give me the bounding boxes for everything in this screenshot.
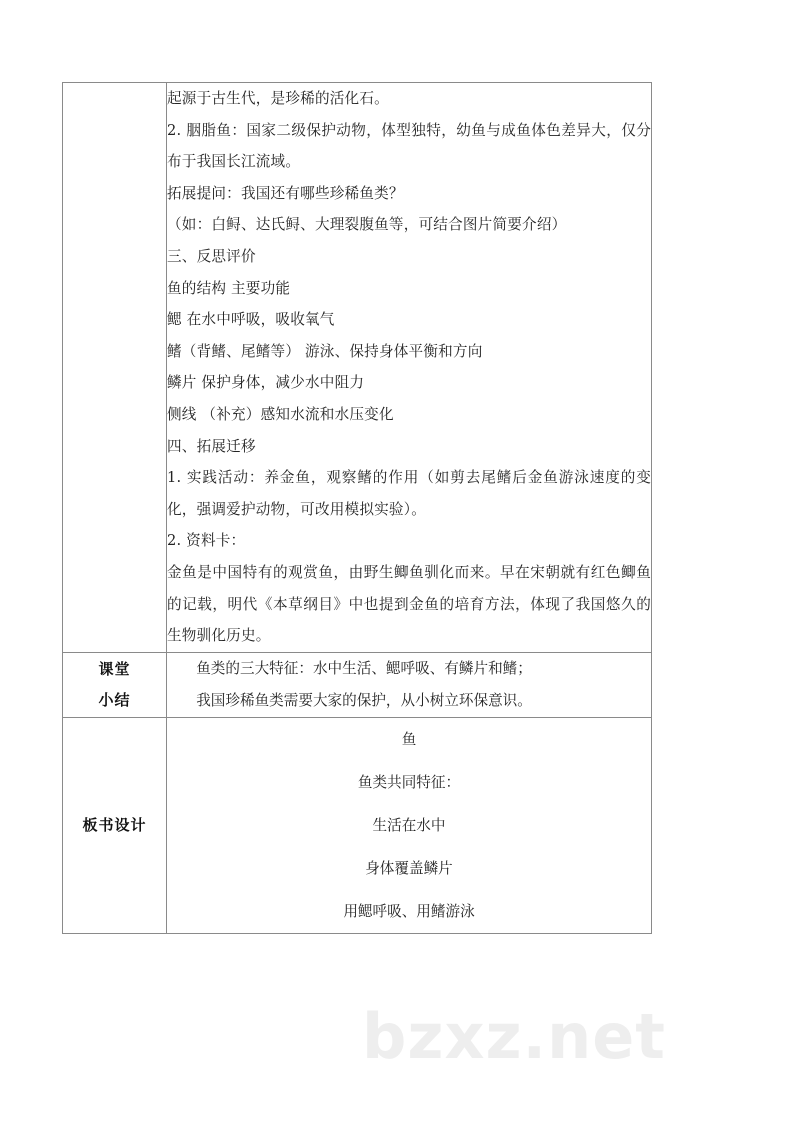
paragraph: 侧线 （补充）感知水流和水压变化 — [167, 405, 394, 423]
board-line: 身体覆盖鳞片 — [365, 859, 453, 877]
board-line: 用鳃呼吸、用鳍游泳 — [343, 902, 475, 920]
paragraph: 鳍（背鳍、尾鳍等） 游泳、保持身体平衡和方向 — [167, 342, 483, 360]
row-content-class-summary — [167, 652, 652, 717]
table-row — [63, 717, 652, 933]
paragraph: （如：白鲟、达氏鲟、大理裂腹鱼等，可结合图片简要介绍） — [167, 216, 567, 234]
lesson-plan-table-wrapper — [62, 82, 651, 934]
row-label-class-summary — [63, 652, 167, 717]
paragraph: 鳞片 保护身体，减少水中阻力 — [167, 374, 365, 392]
label-line: 课堂 — [98, 659, 131, 678]
paragraph: 我国珍稀鱼类需要大家的保护，从小树立环保意识。 — [196, 691, 532, 709]
paragraph: 金鱼是中国特有的观赏鱼，由野生鲫鱼驯化而来。早在宋朝就有红色鲫鱼的记载，明代《本草纲目》中也提到金鱼的培育方法，体现了我国悠久的生物驯化历史。 — [167, 563, 651, 645]
board-title: 鱼 — [401, 730, 417, 748]
section-heading-reflection: 三、反思评价 — [167, 247, 256, 265]
site-watermark: bzxz.net — [362, 1000, 666, 1073]
label-line: 小结 — [98, 690, 131, 709]
paragraph: 鱼类的三大特征：水中生活、鳃呼吸、有鳞片和鳍； — [196, 659, 532, 677]
board-line: 生活在水中 — [372, 816, 446, 834]
board-line: 鱼类共同特征： — [357, 773, 461, 791]
row-label-blackboard-design — [63, 717, 167, 933]
paragraph: 2. 胭脂鱼：国家二级保护动物，体型独特，幼鱼与成鱼体色差异大，仅分布于我国长江流域。 — [167, 121, 651, 171]
table-row — [63, 83, 652, 653]
row-content-blackboard-design — [167, 717, 652, 933]
label-line: 板书设计 — [82, 815, 147, 834]
lesson-plan-table — [62, 82, 652, 934]
paragraph: 拓展提问：我国还有哪些珍稀鱼类？ — [167, 184, 404, 202]
paragraph: 2. 资料卡： — [167, 532, 246, 550]
row-label-teaching-process — [63, 83, 167, 653]
table-row — [63, 652, 652, 717]
section-heading-extension: 四、拓展迁移 — [167, 437, 256, 455]
paragraph: 1. 实践活动：养金鱼，观察鳍的作用（如剪去尾鳍后金鱼游泳速度的变化，强调爱护动物，可改用模拟实验）。 — [167, 469, 651, 518]
row-content-teaching-process — [167, 83, 652, 653]
paragraph: 鱼的结构 主要功能 — [167, 279, 291, 297]
paragraph: 起源于古生代，是珍稀的活化石。 — [167, 90, 389, 107]
paragraph: 鳃 在水中呼吸，吸收氧气 — [167, 311, 335, 329]
